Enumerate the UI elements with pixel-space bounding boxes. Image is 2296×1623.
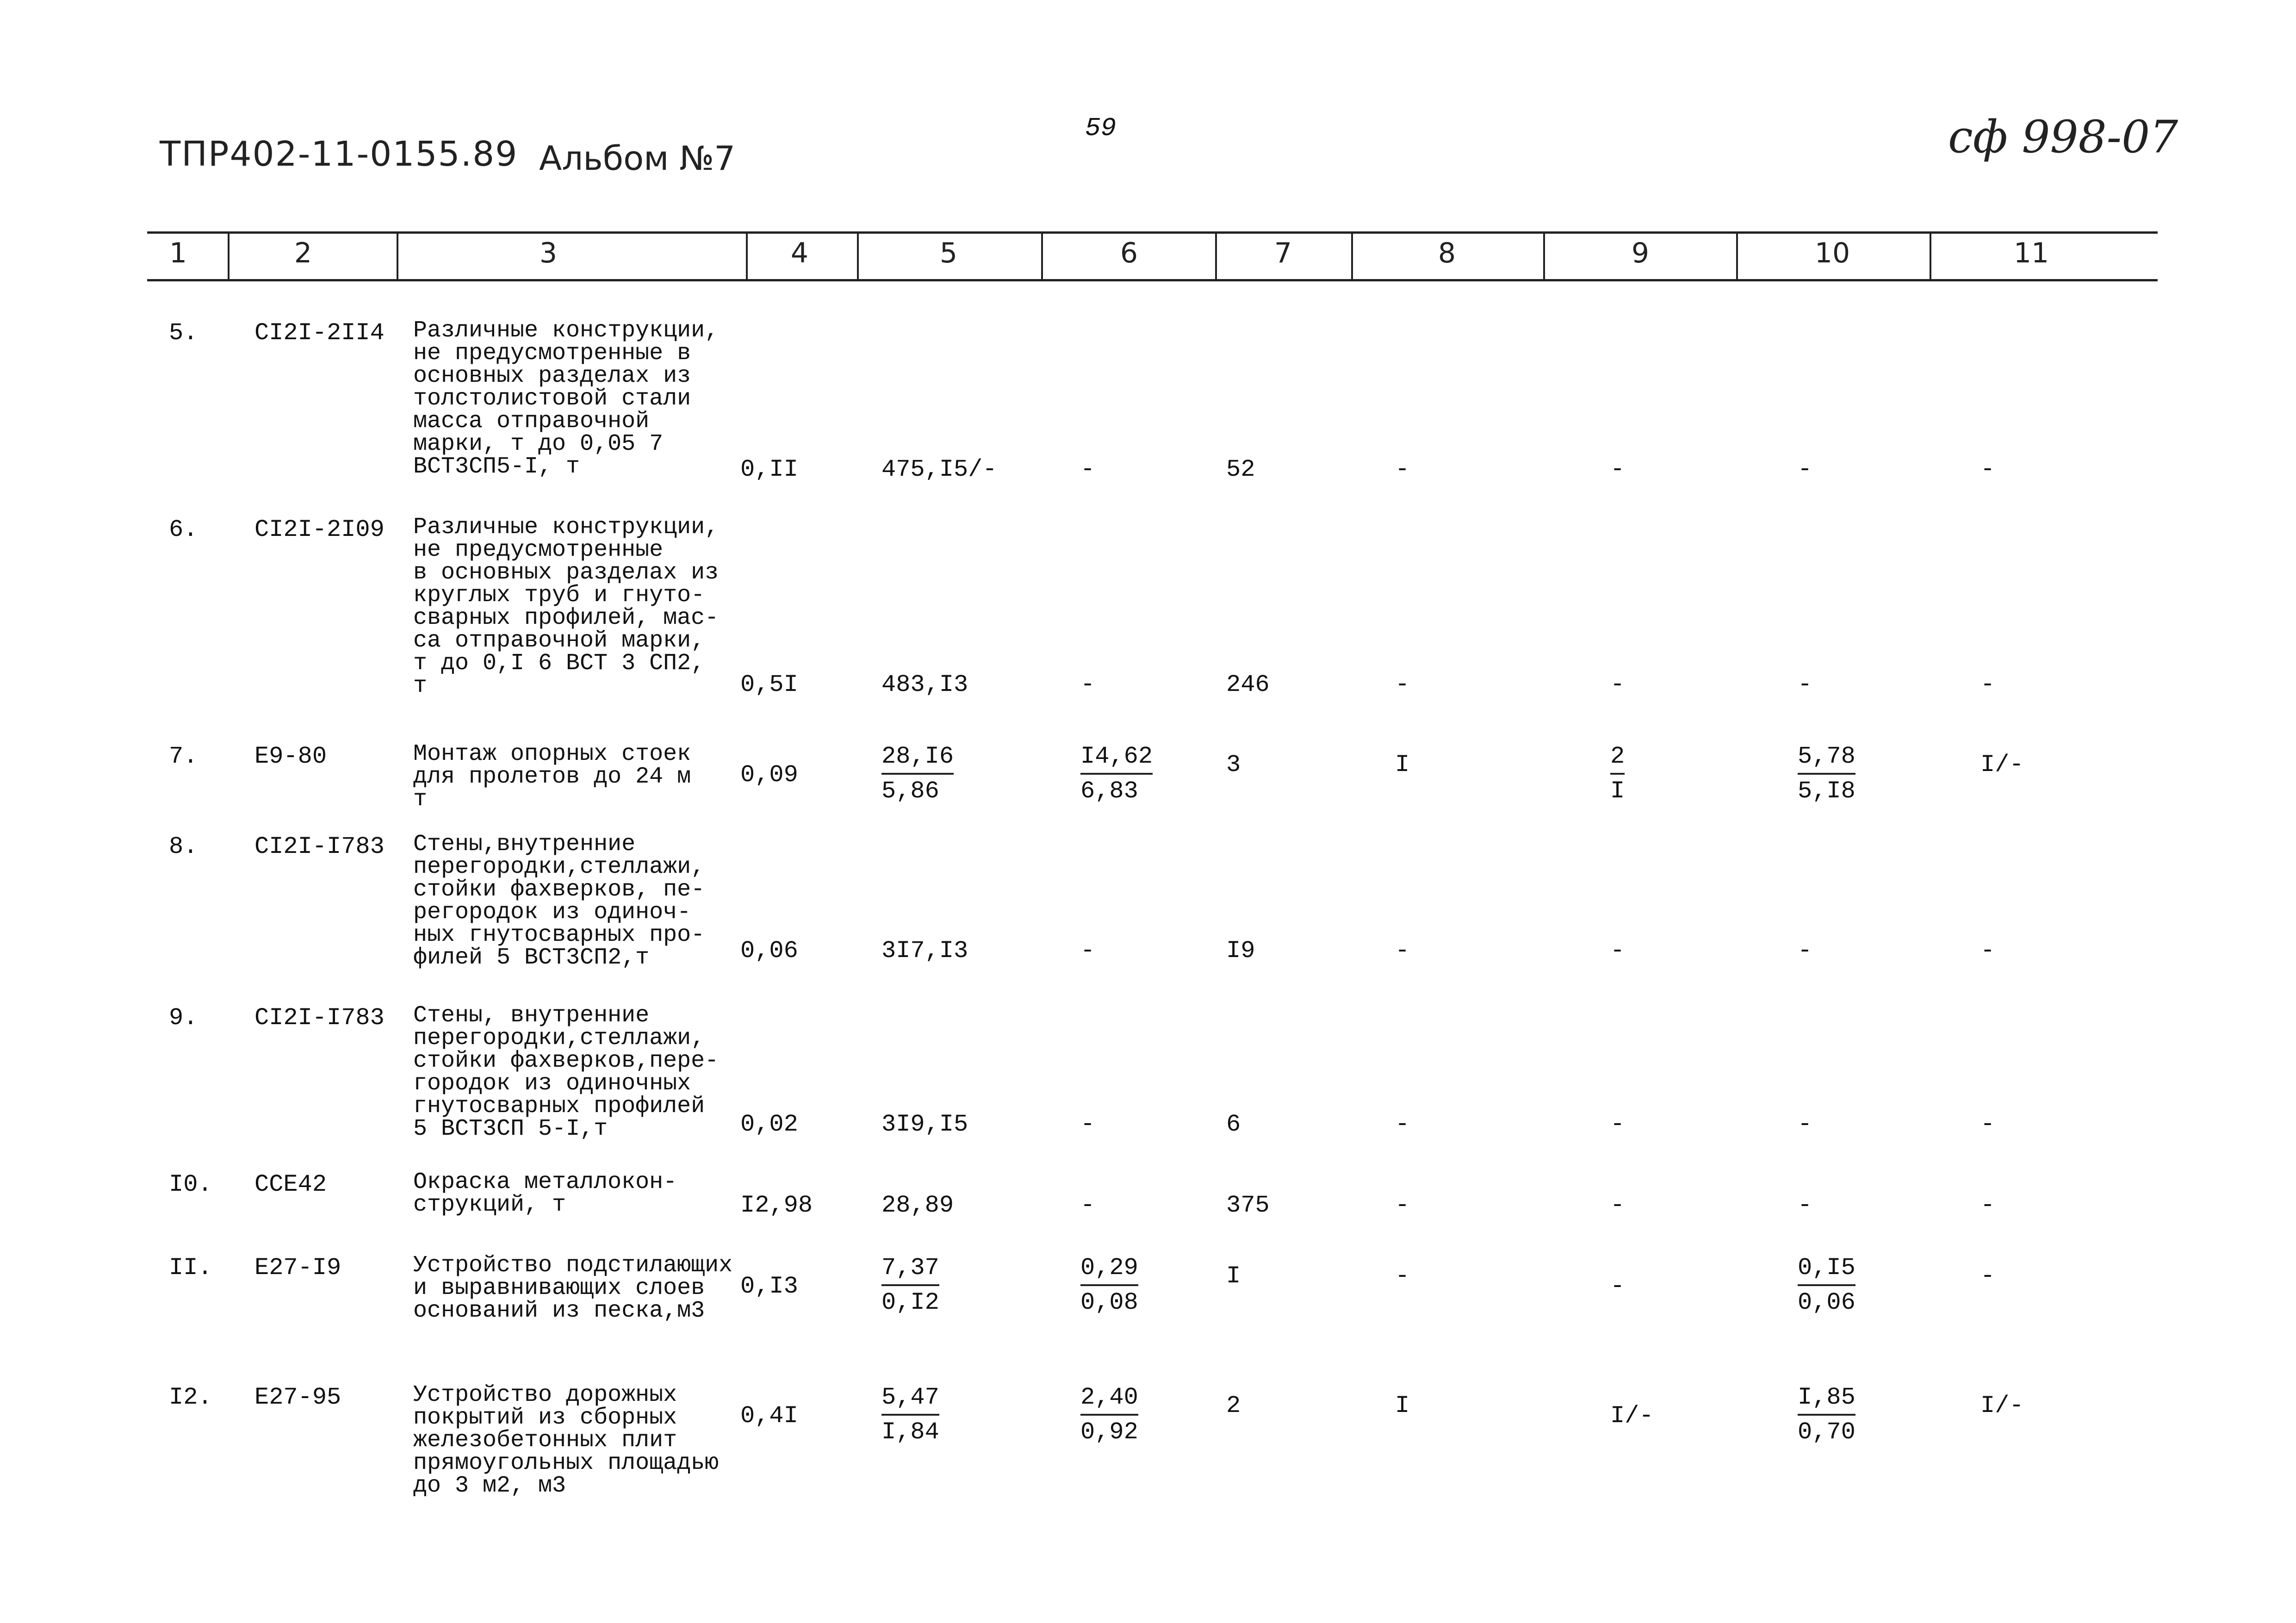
row-number: 9. bbox=[169, 1004, 198, 1032]
column-divider bbox=[228, 234, 230, 280]
rate-code: Е27-I9 bbox=[254, 1254, 341, 1281]
cost-col6: - bbox=[1080, 456, 1095, 483]
col11-value: - bbox=[1980, 456, 1995, 483]
col11-value: I/- bbox=[1980, 751, 2024, 778]
col10-value-numerator: 5,78 bbox=[1798, 743, 1855, 775]
col9-value: - bbox=[1610, 1111, 1625, 1138]
quantity: 0,I3 bbox=[740, 1273, 798, 1300]
column-number: 4 bbox=[790, 237, 809, 269]
col9-value: - bbox=[1610, 937, 1625, 964]
rate-code: СI2I-I783 bbox=[254, 1004, 385, 1032]
quantity: 0,06 bbox=[740, 937, 798, 964]
col10-value bbox=[1798, 743, 1855, 805]
col11-value: - bbox=[1980, 671, 1995, 698]
cost-col6 bbox=[1080, 743, 1153, 805]
col10-value bbox=[1798, 1254, 1855, 1316]
column-divider bbox=[1736, 234, 1738, 280]
column-divider bbox=[1930, 234, 1931, 280]
row-number: II. bbox=[169, 1254, 212, 1281]
col10-value: - bbox=[1798, 671, 1812, 698]
cost-col6: - bbox=[1080, 1192, 1095, 1219]
table-header-rule bbox=[147, 279, 2158, 281]
column-number: 8 bbox=[1438, 237, 1456, 269]
cost-col5: 483,I3 bbox=[881, 671, 968, 698]
col10-value: - bbox=[1798, 1192, 1812, 1219]
page-number: 59 bbox=[1085, 113, 1117, 143]
rate-code: ССЕ42 bbox=[254, 1171, 327, 1198]
quantity: 0,02 bbox=[740, 1111, 798, 1138]
column-divider bbox=[1041, 234, 1043, 280]
row-number: 7. bbox=[169, 743, 198, 770]
cost-col6: - bbox=[1080, 1111, 1095, 1138]
rate-code: СI2I-I783 bbox=[254, 833, 385, 860]
table-top-rule bbox=[147, 231, 2158, 234]
cost-col6-numerator: 0,29 bbox=[1080, 1254, 1138, 1286]
col8-value: - bbox=[1395, 1111, 1410, 1138]
quantity: I2,98 bbox=[740, 1192, 813, 1219]
cost-col5: 28,89 bbox=[881, 1192, 954, 1219]
work-description: Устройство подстилающих и выравнивающих слоев оснований из песка,м3 bbox=[413, 1252, 733, 1324]
column-divider bbox=[1215, 234, 1217, 280]
cost-col5: 3I7,I3 bbox=[881, 937, 968, 964]
col8-value: - bbox=[1395, 1192, 1410, 1219]
col10-value: - bbox=[1798, 937, 1812, 964]
col7-value: I bbox=[1226, 1262, 1241, 1290]
work-description: Различные конструкции, не предусмотренные в основных разделах из толстолистовой стали масса отправочной марки, т до 0,05 7 ВСТ3СП5-I, т bbox=[413, 317, 719, 480]
cost-col5-numerator: 7,37 bbox=[881, 1254, 939, 1286]
quantity: 0,5I bbox=[740, 671, 798, 698]
column-number: 3 bbox=[539, 237, 558, 269]
column-number: 6 bbox=[1120, 237, 1138, 269]
cost-col5-numerator: 28,I6 bbox=[881, 743, 954, 775]
cost-col6: - bbox=[1080, 671, 1095, 698]
col9-value: - bbox=[1610, 671, 1625, 698]
col10-value-numerator: I,85 bbox=[1798, 1384, 1855, 1416]
col11-value: - bbox=[1980, 1111, 1995, 1138]
column-divider bbox=[397, 234, 398, 280]
col8-value: - bbox=[1395, 937, 1410, 964]
cost-col6-denominator: 0,92 bbox=[1080, 1418, 1138, 1446]
column-number: 2 bbox=[294, 237, 312, 269]
rate-code: Е27-95 bbox=[254, 1384, 341, 1411]
work-description: Устройство дорожных покрытий из сборных железобетонных плит прямоугольных площадью до 3 м2, м3 bbox=[413, 1382, 719, 1499]
column-number: 11 bbox=[2013, 237, 2049, 269]
column-number: 7 bbox=[1274, 237, 1292, 269]
quantity: 0,II bbox=[740, 456, 798, 483]
col7-value: 3 bbox=[1226, 751, 1241, 778]
work-description: Стены,внутренние перегородки,стеллажи, стойки фахверков, пе- регородок из одиноч- ных гнутосварных про- филей 5 ВСТ3СП2,т bbox=[413, 831, 705, 971]
cost-col5: 475,I5/- bbox=[881, 456, 997, 483]
col11-value: - bbox=[1980, 1262, 1995, 1290]
col7-value: 2 bbox=[1226, 1392, 1241, 1419]
handwritten-code: сф 998-07 bbox=[1948, 111, 2178, 163]
col10-value bbox=[1798, 1384, 1855, 1446]
column-divider bbox=[1351, 234, 1353, 280]
cost-col5 bbox=[881, 743, 954, 805]
rate-code: СI2I-2II4 bbox=[254, 319, 385, 347]
column-number: 5 bbox=[939, 237, 958, 269]
col10-value: - bbox=[1798, 456, 1812, 483]
row-number: 5. bbox=[169, 319, 198, 347]
col7-value: I9 bbox=[1226, 937, 1255, 964]
cost-col5 bbox=[881, 1254, 939, 1316]
col8-value: - bbox=[1395, 1262, 1410, 1290]
col7-value: 6 bbox=[1226, 1111, 1241, 1138]
col8-value: - bbox=[1395, 671, 1410, 698]
col10-value: - bbox=[1798, 1111, 1812, 1138]
cost-col6-denominator: 6,83 bbox=[1080, 777, 1138, 805]
row-number: I2. bbox=[169, 1384, 212, 1411]
col9-value-numerator: 2 bbox=[1610, 743, 1625, 775]
col10-value-denominator: 0,70 bbox=[1798, 1418, 1855, 1446]
rate-code: Е9-80 bbox=[254, 743, 327, 770]
col10-value-denominator: 5,I8 bbox=[1798, 777, 1855, 805]
col9-value: - bbox=[1610, 1273, 1625, 1300]
col8-value: - bbox=[1395, 456, 1410, 483]
column-number: 9 bbox=[1631, 237, 1650, 269]
cost-col6 bbox=[1080, 1254, 1138, 1316]
cost-col6-numerator: I4,62 bbox=[1080, 743, 1153, 775]
col10-value-numerator: 0,I5 bbox=[1798, 1254, 1855, 1286]
quantity: 0,4I bbox=[740, 1402, 798, 1430]
doc-id: ТПР402-11-0155.89 bbox=[160, 134, 518, 174]
cost-col5-denominator: I,84 bbox=[881, 1418, 939, 1446]
cost-col5-denominator: 0,I2 bbox=[881, 1289, 939, 1316]
col11-value: - bbox=[1980, 1192, 1995, 1219]
column-number: 10 bbox=[1814, 237, 1850, 269]
album-label: Альбом №7 bbox=[539, 139, 736, 178]
col7-value: 246 bbox=[1226, 671, 1270, 698]
col9-value bbox=[1610, 743, 1625, 805]
cost-col6-denominator: 0,08 bbox=[1080, 1289, 1138, 1316]
cost-col5 bbox=[881, 1384, 939, 1446]
col8-value: I bbox=[1395, 751, 1410, 778]
cost-col6 bbox=[1080, 1384, 1138, 1446]
col10-value-denominator: 0,06 bbox=[1798, 1289, 1855, 1316]
quantity: 0,09 bbox=[740, 761, 798, 789]
cost-col5-numerator: 5,47 bbox=[881, 1384, 939, 1416]
col9-value: - bbox=[1610, 456, 1625, 483]
col9-value: I/- bbox=[1610, 1402, 1654, 1430]
col9-value-denominator: I bbox=[1610, 777, 1625, 805]
work-description: Окраска металлокон- струкций, т bbox=[413, 1169, 677, 1218]
row-number: I0. bbox=[169, 1171, 212, 1198]
col11-value: - bbox=[1980, 937, 1995, 964]
work-description: Различные конструкции, не предусмотренные в основных разделах из круглых труб и гнуто- сварных профилей, мас- са отправочной марки, т до 0,I 6 ВСТ 3 СП2, т bbox=[413, 514, 719, 699]
row-number: 8. bbox=[169, 833, 198, 860]
col7-value: 52 bbox=[1226, 456, 1255, 483]
column-divider bbox=[746, 234, 748, 280]
cost-col6-numerator: 2,40 bbox=[1080, 1384, 1138, 1416]
column-divider bbox=[1543, 234, 1545, 280]
column-divider bbox=[857, 234, 859, 280]
cost-col5: 3I9,I5 bbox=[881, 1111, 968, 1138]
col9-value: - bbox=[1610, 1192, 1625, 1219]
cost-col5-denominator: 5,86 bbox=[881, 777, 939, 805]
work-description: Стены, внутренние перегородки,стеллажи, стойки фахверков,пере- городок из одиночных гнутосварных профилей 5 ВСТ3СП 5-I,т bbox=[413, 1002, 719, 1142]
column-number: 1 bbox=[169, 237, 187, 269]
cost-col6: - bbox=[1080, 937, 1095, 964]
col7-value: 375 bbox=[1226, 1192, 1270, 1219]
rate-code: СI2I-2I09 bbox=[254, 516, 385, 543]
row-number: 6. bbox=[169, 516, 198, 543]
col11-value: I/- bbox=[1980, 1392, 2024, 1419]
work-description: Монтаж опорных стоек для пролетов до 24 м т bbox=[413, 741, 691, 813]
col8-value: I bbox=[1395, 1392, 1410, 1419]
